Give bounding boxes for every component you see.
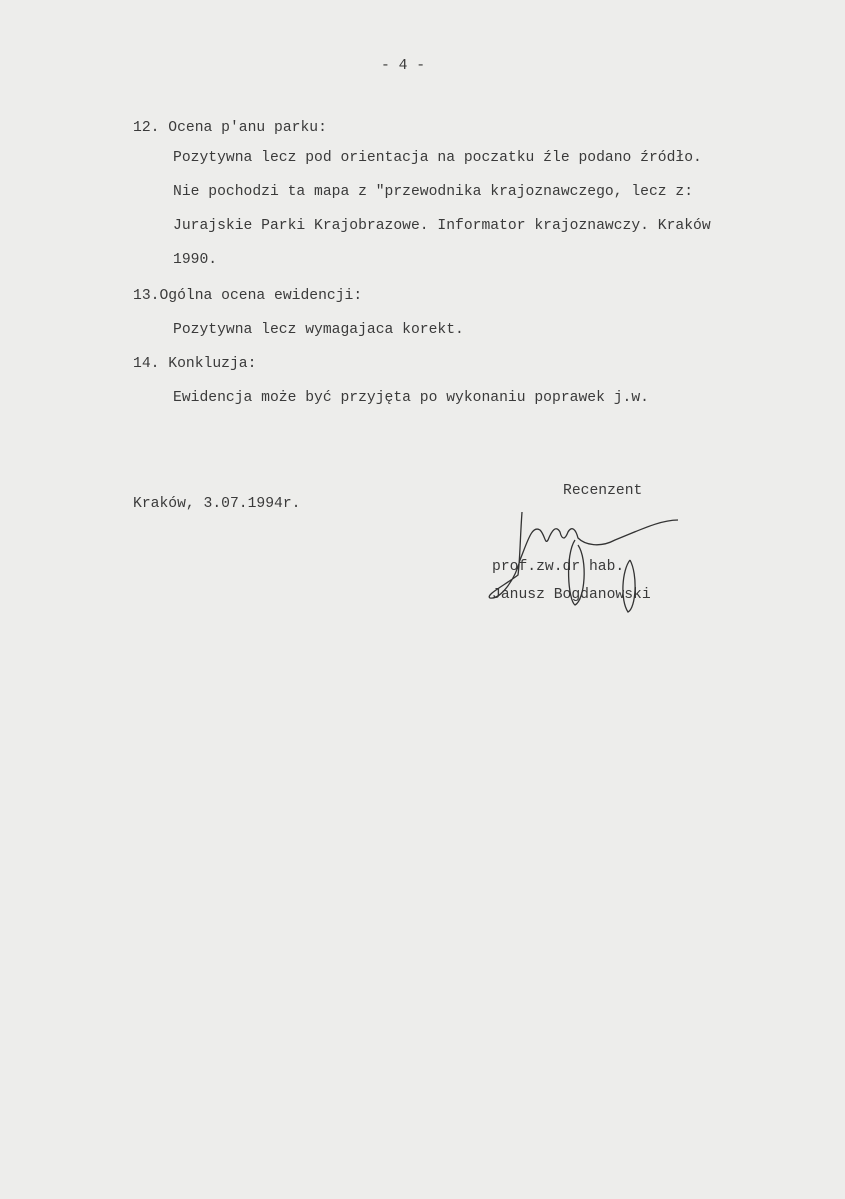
section-12-line: Jurajskie Parki Krajobrazowe. Informator krajoznawczy. Kraków [173, 218, 711, 234]
section-14-heading: 14. Konkluzja: [133, 356, 257, 372]
section-14-line: Ewidencja może być przyjęta po wykonaniu poprawek j.w. [173, 390, 649, 406]
reviewer-name: Janusz Bogdanowski [492, 587, 651, 603]
page-number: - 4 - [381, 58, 426, 74]
section-12-line: 1990. [173, 252, 218, 268]
section-13-line: Pozytywna lecz wymagajaca korekt. [173, 322, 464, 338]
section-12-line: Nie pochodzi ta mapa z "przewodnika krajoznawczego, lecz z: [173, 184, 694, 200]
reviewer-label: Recenzent [563, 483, 643, 499]
reviewer-title: prof.zw.dr hab. [492, 559, 625, 575]
section-12-heading: 12. Ocena p'anu parku: [133, 120, 327, 136]
place-date: Kraków, 3.07.1994r. [133, 496, 301, 512]
section-12-line: Pozytywna lecz pod orientacja na poczatku źle podano źródło. [173, 150, 702, 166]
section-13-heading: 13.Ogólna ocena ewidencji: [133, 288, 363, 304]
